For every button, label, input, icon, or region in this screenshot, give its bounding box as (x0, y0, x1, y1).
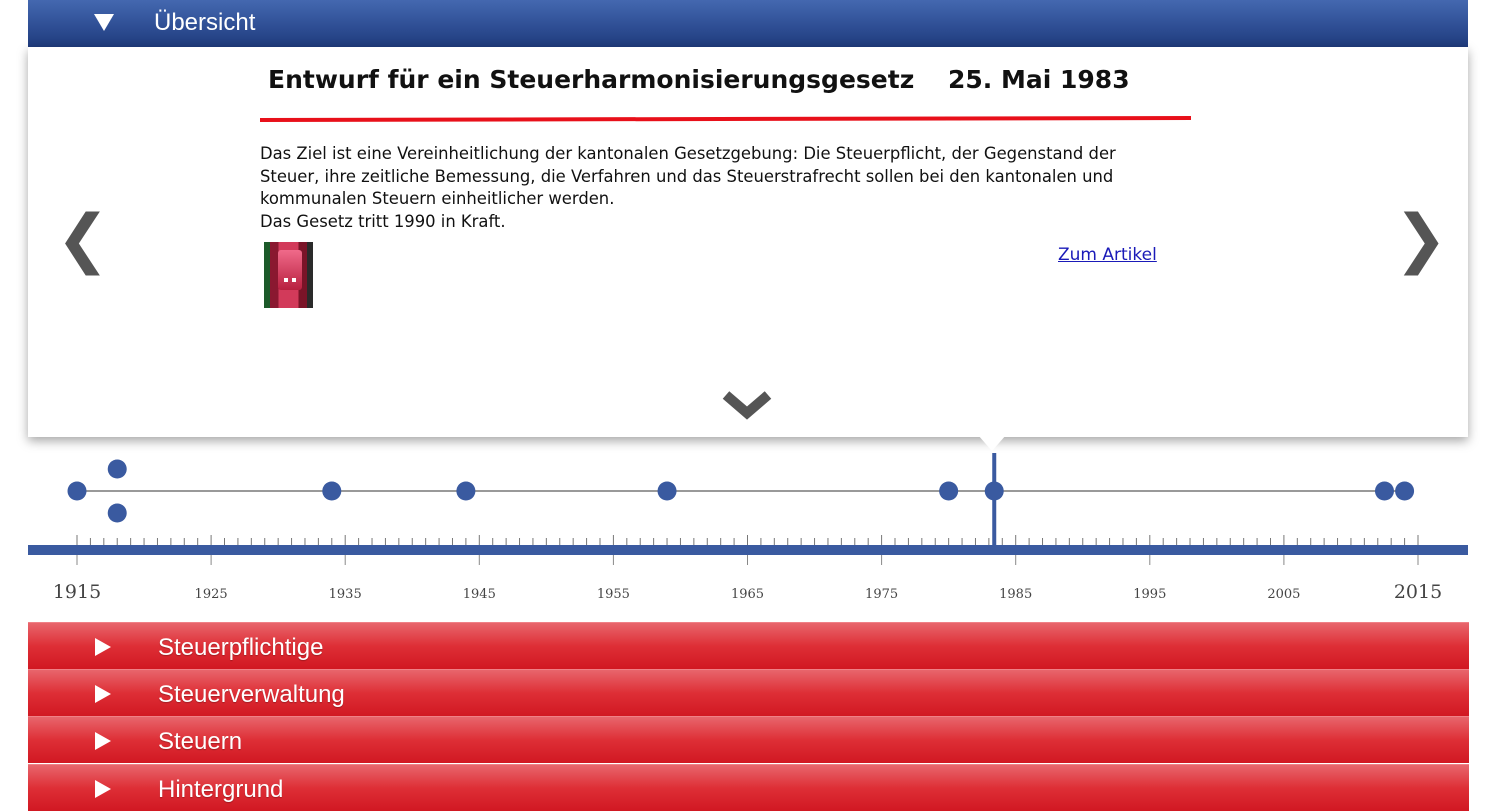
triangle-down-icon (94, 14, 114, 31)
overview-header[interactable] (28, 0, 1468, 47)
event-title: Entwurf für ein Steuerharmonisierungsgesetz (268, 65, 915, 94)
event-date: 25. Mai 1983 (948, 65, 1130, 94)
timeline-year-label: 1925 (194, 587, 228, 602)
timeline-year-label: 1965 (730, 587, 765, 602)
timeline-year-label: 1915 (52, 581, 102, 603)
timeline-year-label: 2005 (1267, 587, 1301, 602)
category-hintergrund[interactable] (28, 764, 1469, 811)
timeline-event-dot[interactable] (108, 504, 127, 523)
timeline-event-dot[interactable] (108, 460, 127, 479)
overview-header-label: Übersicht (154, 9, 256, 36)
category-steuerverwaltung[interactable] (28, 669, 1469, 716)
timeline-event-dot[interactable] (322, 482, 341, 501)
chevron-down-icon[interactable] (722, 389, 772, 423)
category-steuerpflichtige[interactable] (28, 622, 1469, 669)
timeline-year-label: 1945 (462, 587, 496, 602)
event-paragraph: Das Gesetz tritt 1990 in Kraft. (260, 211, 506, 231)
timeline[interactable] (0, 437, 1495, 617)
timeline-event-dot[interactable] (68, 482, 87, 501)
timeline-year-label: 1985 (999, 587, 1033, 602)
previous-arrow-icon[interactable]: ❮ (56, 202, 110, 276)
event-paragraph: Das Ziel ist eine Vereinheitlichung der kantonalen Gesetzgebung: Die Steuerpflicht, der Gegenstand der Steuer, ihre zeitliche Bemessung, die Verfahren und das Steuerstrafrecht sollen bei den kantonalen und kommunalen Steuern einheitlicher werden. (260, 144, 1116, 208)
article-link[interactable]: Zum Artikel (1058, 245, 1157, 265)
timeline-svg (0, 437, 1495, 617)
triangle-right-icon (95, 685, 111, 703)
timeline-event-dot[interactable] (658, 482, 677, 501)
category-label: Hintergrund (158, 776, 284, 803)
triangle-right-icon (95, 638, 111, 656)
category-steuern[interactable] (28, 716, 1469, 763)
event-description (260, 143, 1180, 233)
timeline-year-label: 1935 (328, 587, 362, 602)
timeline-year-label: 1955 (596, 587, 630, 602)
category-label: Steuerverwaltung (158, 681, 345, 708)
category-label: Steuern (158, 728, 243, 755)
title-divider (260, 116, 1191, 122)
timeline-year-label: 2015 (1393, 581, 1443, 603)
event-card (28, 47, 1468, 437)
timeline-event-dot[interactable] (1395, 482, 1414, 501)
timeline-year-label: 1975 (865, 587, 899, 602)
category-label: Steuerpflichtige (158, 634, 324, 661)
next-arrow-icon[interactable]: ❯ (1394, 202, 1448, 276)
timeline-event-dot[interactable] (939, 482, 958, 501)
timeline-event-dot[interactable] (1375, 482, 1394, 501)
event-thumbnail[interactable] (264, 242, 313, 308)
timeline-axis-bar (28, 545, 1468, 555)
timeline-year-label: 1995 (1133, 587, 1167, 602)
timeline-event-dot[interactable] (456, 482, 475, 501)
triangle-right-icon (95, 780, 111, 798)
triangle-right-icon (95, 732, 111, 750)
